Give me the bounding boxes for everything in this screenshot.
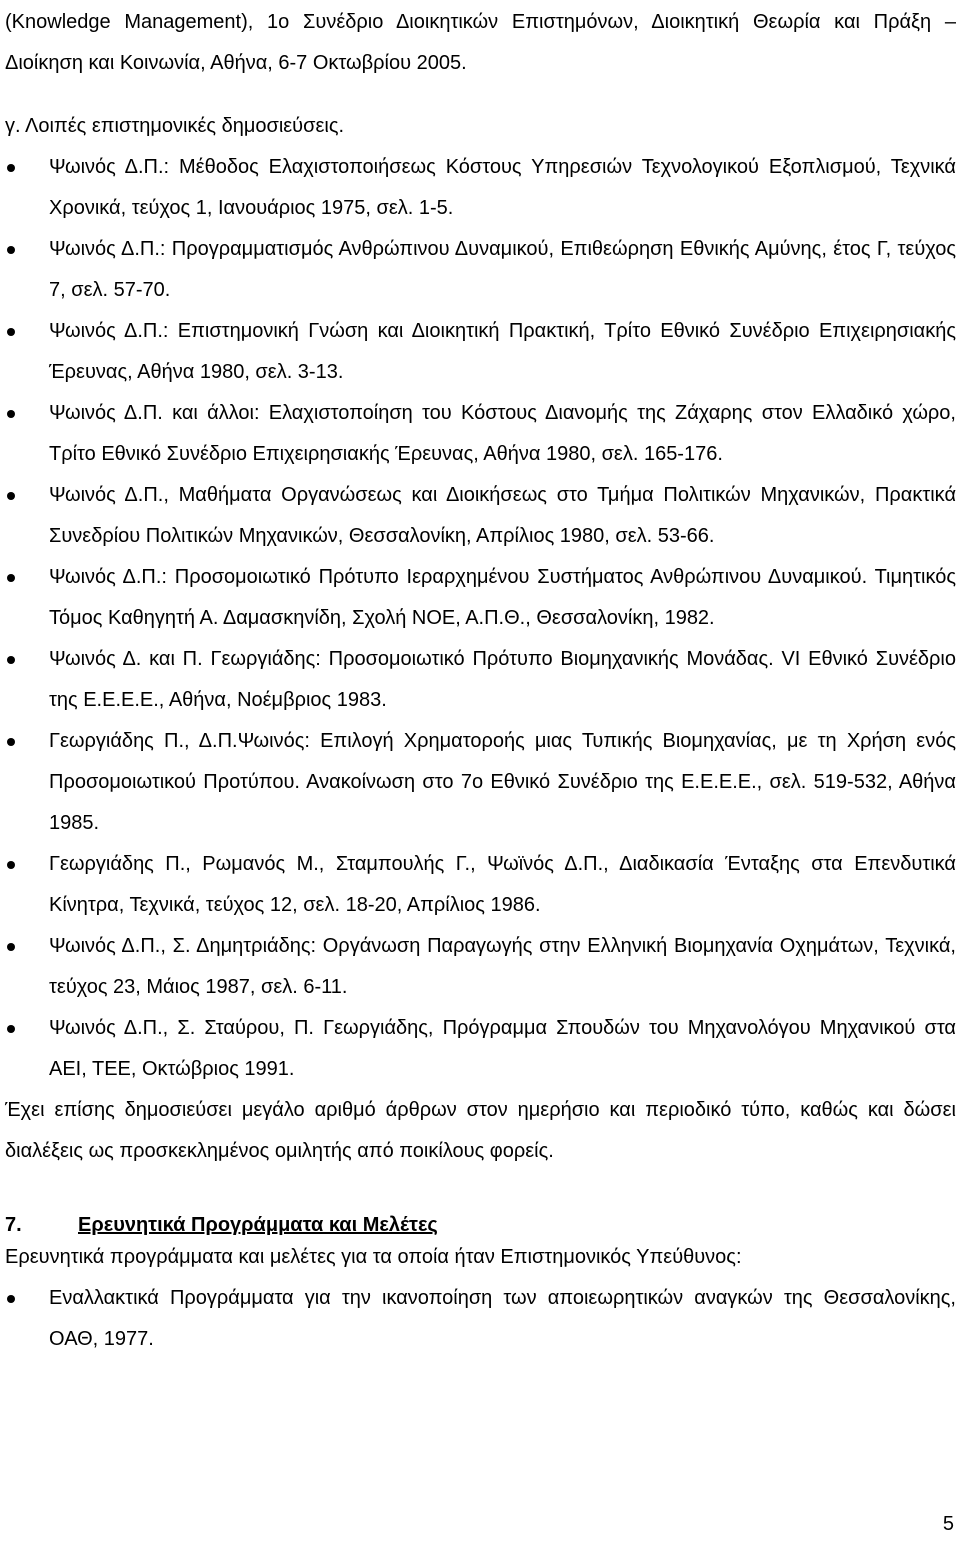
list-item-text: Γεωργιάδης Π., Ρωμανός Μ., Σταμπουλής Γ., Ψωϊνός Δ.Π., Διαδικασία Ένταξης στα Επενδυτικά Κίνητρα, Τεχνικά, τεύχος 12, σελ. 18-20, Απρίλιος 1986. [49,853,956,916]
list-item [5,1278,956,1360]
page-number: 5 [942,1513,954,1535]
list-item-text: Ψωινός Δ.Π.: Προγραμματισμός Ανθρώπινου Δυναμικού, Επιθεώρηση Εθνικής Αμύνης, έτος Γ, τεύχος 7, σελ. 57-70. [49,238,956,301]
reference-continuation: (Knowledge Management), 1ο Συνέδριο Διοικητικών Επιστημόνων, Διοικητική Θεωρία και Πράξη – Διοίκηση και Κοινωνία, Αθήνα, 6-7 Οκτωβρίου 2005. [5,11,956,74]
list-item-text: Ψωινός Δ.Π.: Προσομοιωτικό Πρότυπο Ιεραρχημένου Συστήματος Ανθρώπινου Δυναμικού. Τιμητικός Τόμος Καθηγητή Α. Δαμασκηνίδη, Σχολή ΝΟΕ, Α.Π.Θ., Θεσσαλονίκη, 1982. [49,566,956,629]
articles-note: Έχει επίσης δημοσιεύσει μεγάλο αριθμό άρθρων στον ημερήσιο και περιοδικό τύπο, καθώς και δώσει διαλέξεις ως προσκεκλημένος ομιλητής από ποικίλους φορείς. [5,1099,956,1162]
list-item [5,147,956,229]
bullet-icon [7,943,15,951]
bullet-icon [7,1295,15,1303]
section-heading [5,1214,956,1237]
list-item [5,639,956,721]
list-item [5,229,956,311]
research-programs-list [5,1278,956,1360]
bullet-icon [7,164,15,172]
bullet-icon [7,861,15,869]
bullet-icon [7,656,15,664]
list-item [5,475,956,557]
bullet-icon [7,738,15,746]
list-item-text: Ψωινός Δ.Π., Σ. Σταύρου, Π. Γεωργιάδης, Πρόγραμμα Σπουδών του Μηχανολόγου Μηχανικού στα ΑΕΙ, ΤΕΕ, Οκτώβριος 1991. [49,1017,956,1080]
list-item [5,844,956,926]
list-item-text: Ψωινός Δ. και Π. Γεωργιάδης: Προσομοιωτικό Πρότυπο Βιομηχανικής Μονάδας. VI Εθνικό Συνέδριο της Ε.Ε.Ε.Ε., Αθήνα, Νοέμβριος 1983. [49,648,956,711]
bullet-icon [7,492,15,500]
bullet-icon [7,574,15,582]
list-item-text: Ψωινός Δ.Π., Μαθήματα Οργανώσεως και Διοικήσεως στο Τμήμα Πολιτικών Μηχανικών, Πρακτικά Συνεδρίου Πολιτικών Μηχανικών, Θεσσαλονίκη, Απρίλιος 1980, σελ. 53-66. [49,484,956,547]
list-item [5,557,956,639]
subsection-heading: γ. Λοιπές επιστημονικές δημοσιεύσεις. [5,115,345,137]
bullet-icon [7,246,15,254]
list-item-text: Εναλλακτικά Προγράμματα για την ικανοποίηση των αποιεωρητικών αναγκών της Θεσσαλονίκης, ΟΑΘ, 1977. [49,1287,956,1350]
section-number: 7. [5,1214,22,1236]
section-title: Ερευνητικά Προγράμματα και Μελέτες [78,1214,438,1236]
list-item [5,393,956,475]
bullet-icon [7,1025,15,1033]
list-item-text: Γεωργιάδης Π., Δ.Π.Ψωινός: Επιλογή Χρηματοροής μιας Τυπικής Βιομηχανίας, με τη Χρήση ενός Προσομοιωτικού Προτύπου. Ανακοίνωση στο 7ο Εθνικό Συνέδριο της Ε.Ε.Ε.Ε., σελ. 519-532, Αθήνα 1985. [49,730,956,834]
list-item-text: Ψωινός Δ.Π.: Επιστημονική Γνώση και Διοικητική Πρακτική, Τρίτο Εθνικό Συνέδριο Επιχειρησιακής Έρευνας, Αθήνα 1980, σελ. 3-13. [49,320,956,383]
list-item [5,311,956,393]
list-item [5,1008,956,1090]
list-item [5,721,956,844]
document-page [5,0,956,1360]
bullet-icon [7,328,15,336]
bullet-icon [7,410,15,418]
list-item-text: Ψωινός Δ.Π. και άλλοι: Ελαχιστοποίηση του Κόστους Διανομής της Ζάχαρης στον Ελλαδικό χώρο, Τρίτο Εθνικό Συνέδριο Επιχειρησιακής Έρευνας, Αθήνα 1980, σελ. 165-176. [49,402,956,465]
list-item [5,926,956,1008]
list-item-text: Ψωινός Δ.Π., Σ. Δημητριάδης: Οργάνωση Παραγωγής στην Ελληνική Βιομηχανία Οχημάτων, Τεχνικά, τεύχος 23, Μάιος 1987, σελ. 6-11. [49,935,956,998]
list-item-text: Ψωινός Δ.Π.: Μέθοδος Ελαχιστοποιήσεως Κόστους Υπηρεσιών Τεχνολογικού Εξοπλισμού, Τεχνικά Χρονικά, τεύχος 1, Ιανουάριος 1975, σελ. 1-5. [49,156,956,219]
publications-list [5,147,956,1090]
section-intro: Ερευνητικά προγράμματα και μελέτες για τα οποία ήταν Επιστημονικός Υπεύθυνος: [5,1246,742,1268]
